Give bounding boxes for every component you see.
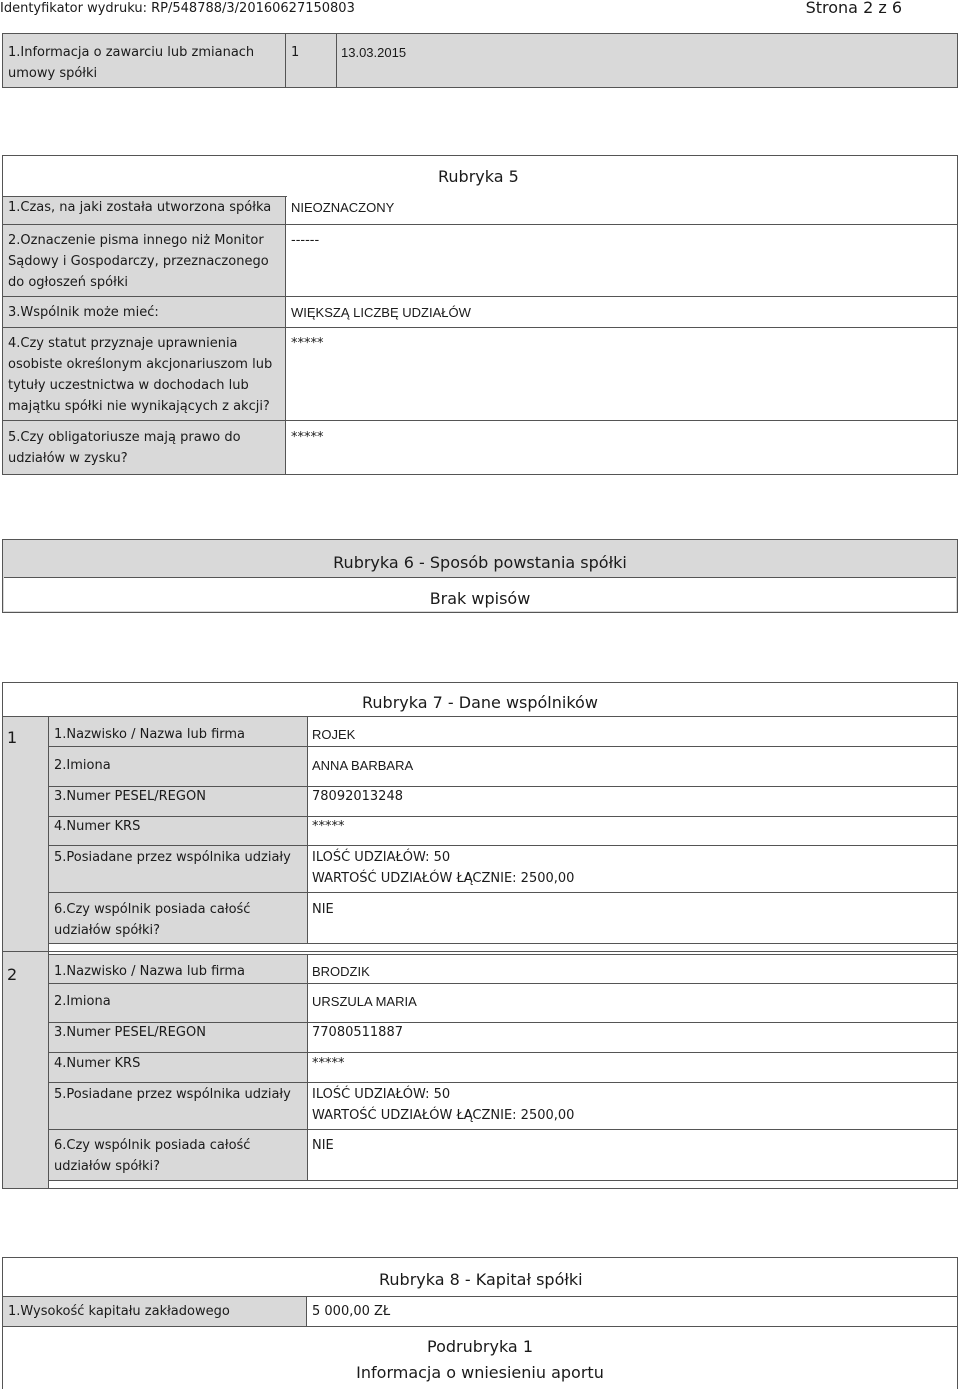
subrubryka-title: Podrubryka 1 <box>427 1337 533 1356</box>
r5-row2-label: 2.Oznaczenie pisma innego niż Monitor Sądowy i Gospodarczy, przeznaczonego do ogłoszeń spółki <box>8 233 269 290</box>
subrubryka-subtitle: Informacja o wniesieniu aportu <box>356 1363 604 1382</box>
p2-line-1 <box>49 983 957 984</box>
partner2-krs: ***** <box>312 1056 345 1071</box>
top-info-divider2 <box>336 33 337 88</box>
r7-partner-split <box>3 951 957 952</box>
r8-line-1 <box>3 1296 957 1297</box>
partner2-shares-value: WARTOŚĆ UDZIAŁÓW ŁĄCZNIE: 2500,00 <box>312 1108 575 1123</box>
r7-index-col <box>3 716 48 1188</box>
r5-row1-label: 1.Czas, na jaki została utworzona spółka <box>8 200 272 215</box>
capital-value: 5 000,00 ZŁ <box>312 1304 391 1319</box>
rubryka8-title: Rubryka 8 - Kapitał spółki <box>379 1270 583 1289</box>
top-info-divider1 <box>285 33 286 88</box>
r5-row5-value: ***** <box>291 430 324 445</box>
p2-line-6 <box>49 1180 957 1181</box>
r5-row4-label: 4.Czy statut przyznaje uprawnienia osobiste określonym akcjonariuszom lub tytuły uczestnictwa w dochodach lub majątku spółki nie wynikających z akcji? <box>8 336 273 414</box>
r5-row3-value: WIĘKSZĄ LICZBĘ UDZIAŁÓW <box>291 305 471 320</box>
p2-line-3 <box>49 1052 957 1053</box>
p1-line-5 <box>49 892 957 893</box>
partner2-first-label: 2.Imiona <box>54 994 111 1009</box>
r5-col-divider <box>285 196 286 475</box>
r8-col-divider <box>306 1296 307 1326</box>
r5-row3-label: 3.Wspólnik może mieć: <box>8 305 159 320</box>
partner1-pesel-label: 3.Numer PESEL/REGON <box>54 789 206 804</box>
partner2-pesel: 77080511887 <box>312 1025 403 1040</box>
r5-line-4 <box>3 420 957 421</box>
partner2-all: NIE <box>312 1138 334 1153</box>
partner2-krs-label: 4.Numer KRS <box>54 1056 141 1071</box>
partner1-first: ANNA BARBARA <box>312 758 414 773</box>
partner1-col-divider <box>307 717 308 944</box>
rubryka6-empty-note: Brak wpisów <box>429 589 531 608</box>
partner1-name: ROJEK <box>312 727 356 742</box>
page-number: Strona 2 z 6 <box>805 0 902 17</box>
top-info-label: 1.Informacja o zawarciu lub zmianach umowy spółki <box>8 45 255 81</box>
partner1-krs-label: 4.Numer KRS <box>54 819 141 834</box>
print-identifier: Identyfikator wydruku: RP/548788/3/20160627150803 <box>0 1 355 16</box>
r8-line-2 <box>3 1326 957 1327</box>
rubryka6-title: Rubryka 6 - Sposób powstania spółki <box>333 553 627 572</box>
partner1-shares-value: WARTOŚĆ UDZIAŁÓW ŁĄCZNIE: 2500,00 <box>312 871 575 886</box>
p1-line-3 <box>49 816 957 817</box>
p1-line-1 <box>49 746 957 747</box>
rubryka5-title: Rubryka 5 <box>438 167 519 186</box>
partner1-shares-count: ILOŚĆ UDZIAŁÓW: 50 <box>312 850 451 865</box>
partner2-shares-label: 5.Posiadane przez wspólnika udziały <box>54 1087 291 1102</box>
r5-row1-value: NIEOZNACZONY <box>291 200 395 215</box>
p1-line-6 <box>49 943 957 944</box>
partner2-pesel-label: 3.Numer PESEL/REGON <box>54 1025 206 1040</box>
r5-line-1 <box>3 224 957 225</box>
partner2-shares-count: ILOŚĆ UDZIAŁÓW: 50 <box>312 1087 451 1102</box>
partner1-all: NIE <box>312 902 334 917</box>
partner1-name-label: 1.Nazwisko / Nazwa lub firma <box>54 727 246 742</box>
r5-row4-value: ***** <box>291 336 324 351</box>
partner1-index: 1 <box>7 728 18 747</box>
top-info-date: 13.03.2015 <box>341 45 407 60</box>
partner2-col-divider <box>307 954 308 1181</box>
r5-row2-value: ------ <box>291 233 320 248</box>
partner2-all-label: 6.Czy wspólnik posiada całość udziałów spółki? <box>54 1138 251 1174</box>
partner2-name-label: 1.Nazwisko / Nazwa lub firma <box>54 964 246 979</box>
p2-line-0 <box>49 954 957 955</box>
p1-line-4 <box>49 845 957 846</box>
partner2-index: 2 <box>7 965 18 984</box>
partner1-pesel: 78092013248 <box>312 789 403 804</box>
partner2-first: URSZULA MARIA <box>312 994 417 1009</box>
p2-line-4 <box>49 1082 957 1083</box>
top-info-number: 1 <box>291 45 300 60</box>
partner1-shares-label: 5.Posiadane przez wspólnika udziały <box>54 850 291 865</box>
p2-line-5 <box>49 1129 957 1130</box>
partner2-name: BRODZIK <box>312 964 370 979</box>
rubryka7-title: Rubryka 7 - Dane wspólników <box>362 693 598 712</box>
partner1-krs: ***** <box>312 819 345 834</box>
r5-line-2 <box>3 296 957 297</box>
partner1-first-label: 2.Imiona <box>54 758 111 773</box>
r5-row5-label: 5.Czy obligatoriusze mają prawo do udziałów w zysku? <box>8 430 241 466</box>
partner1-all-label: 6.Czy wspólnik posiada całość udziałów spółki? <box>54 902 251 938</box>
r5-line-3 <box>3 327 957 328</box>
capital-label: 1.Wysokość kapitału zakładowego <box>8 1304 230 1319</box>
